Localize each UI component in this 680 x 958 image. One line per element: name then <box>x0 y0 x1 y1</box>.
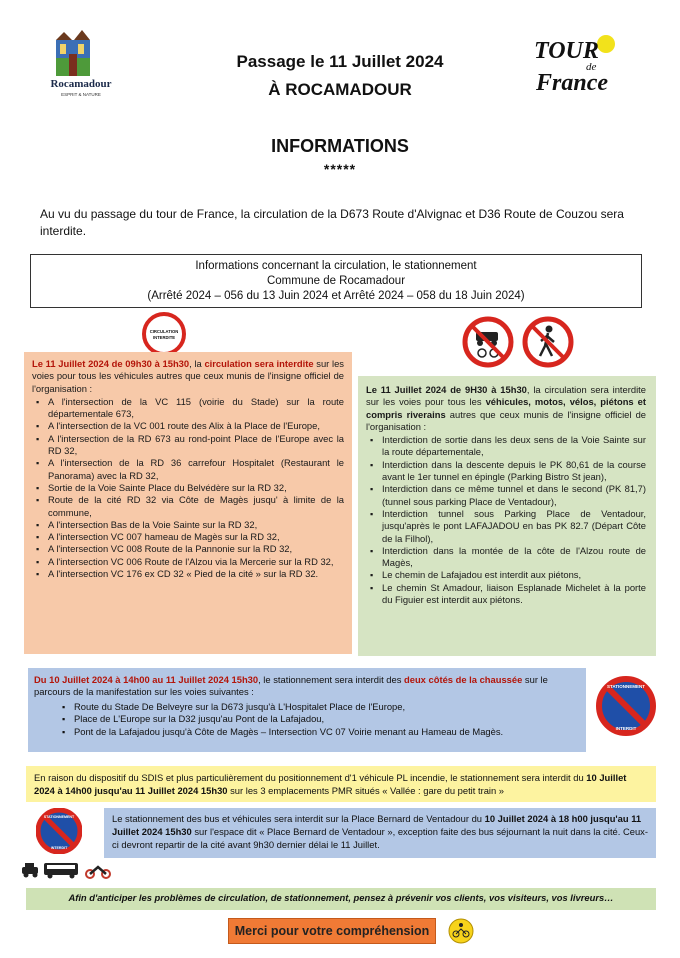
svg-text:INTERDITE: INTERDITE <box>152 335 176 340</box>
tour-de-france-icon <box>528 30 624 100</box>
list-item: ▪ A l'intersection de la RD 673 au rond-point Place de l'Europe avec la RD 32, <box>48 433 344 458</box>
list-item: ▪ Le chemin de Lafajadou est interdit aux piétons, <box>382 569 646 581</box>
blue-panel-list <box>34 701 580 738</box>
tdf-tour-text: TOUR <box>534 38 599 64</box>
rocamadour-tagline: ESPRIT & NATURE <box>61 92 101 97</box>
bus-icon <box>44 863 78 879</box>
green-panel-lead <box>366 384 646 433</box>
green-panel-list <box>366 434 646 606</box>
list-item: ▪ Interdiction tunnel sous Parking Place de Ventadour, jusqu'après le pont LAFAJADOU en bas PK 82.7 (Départ Côte de la Filhol), <box>382 508 646 545</box>
notice-line2: Commune de Rocamadour <box>266 275 406 287</box>
vehicles-icons <box>20 860 116 880</box>
tour-de-france-logo <box>528 30 624 100</box>
list-item: ▪ A l'intersection de la RD 36 carrefour Hospitalet (Restaurant le Panorama) avec la RD 32, <box>48 457 344 482</box>
svg-text:INTERDIT: INTERDIT <box>50 846 68 850</box>
bus-text-strong: 10 Juillet 2024 à 18 h00 jusqu'au 11 Juillet 2024 15h30 <box>112 813 642 837</box>
green-lead-rest: autres que ceux munis de l'insigne officiel de l'organisation : <box>366 408 646 432</box>
list-item: ▪ Le chemin St Amadour, liaison Esplanade Michelet à la porte du Figuier est interdit aux piétons. <box>382 582 646 607</box>
motorbike-icon <box>86 867 110 878</box>
list-item: ▪ A l'intersection VC 006 Route de l'Alzou via la Mercerie sur la RD 32, <box>48 556 344 568</box>
green-lead-strong: véhicules, motos, vélos, piétons et compris riverains <box>366 396 647 420</box>
list-item: ▪ A l'intersection VC 176 ex CD 32 « Pied de la cité » sur la RD 32. <box>48 568 344 580</box>
green-lead-mid: , la circulation sera interdite sur les voies pour tous les <box>366 384 646 408</box>
svg-text:STATIONNEMENT: STATIONNEMENT <box>606 684 646 689</box>
list-item: ▪ Route du Stade De Belveyre sur la D673 jusqu'à L'Hospitalet Place de l'Europe, <box>74 701 580 713</box>
green-lead-date: Le 11 Juillet 2024 de 9H30 à 15h30 <box>366 384 527 395</box>
orange-lead-strong: circulation sera interdite <box>204 358 314 369</box>
blue-panel-lead <box>34 674 580 699</box>
list-item: ▪ Interdiction dans la montée de la côte de l'Alzou route de Magès, <box>382 545 646 570</box>
yellow-text-b: sur les 3 emplacements PMR situés « Vallée : gare du petit train » <box>227 785 505 796</box>
orange-panel-list <box>32 396 344 580</box>
regulation-notice-box <box>30 254 642 308</box>
tdf-de-text: de <box>586 61 597 73</box>
svg-text:STATIONNEMENT: STATIONNEMENT <box>43 815 75 819</box>
list-item: ▪ Sortie de la Voie Sainte Place du Belvédère sur la RD 32, <box>48 482 344 494</box>
orange-lead-date: Le 11 Juillet 2024 de 09h30 à 15h30 <box>32 358 190 369</box>
rocamadour-logo <box>36 30 126 120</box>
page-title-line2: À ROCAMADOUR <box>268 80 412 99</box>
list-item: ▪ A l'intersection Bas de la Voie Sainte sur la RD 32, <box>48 519 344 531</box>
stars-separator: ***** <box>323 161 357 177</box>
list-item: ▪ Interdiction dans la descente depuis le PK 80,61 de la course avant le 1er tunnel en épingle (Parking Bistro St jean), <box>382 459 646 484</box>
yellow-text-strong: 10 Juillet 2024 à 14h00 jusqu'au 11 Juillet 2024 15h30 <box>34 772 627 796</box>
informations-heading: INFORMATIONS <box>271 136 409 156</box>
notice-line3: (Arrêté 2024 – 056 du 13 Juin 2024 et Arrêté 2024 – 058 du 18 Juin 2024) <box>147 290 525 302</box>
rocamadour-brand: Rocamadour <box>50 78 112 90</box>
blue-lead-mid: , le stationnement sera interdit des <box>258 674 405 685</box>
circulation-interdite-sign-icon <box>142 312 186 356</box>
rocamadour-tower-icon <box>48 30 98 78</box>
orange-lead-mid: , la <box>189 358 205 369</box>
smiley-cyclist-icon <box>448 918 474 944</box>
anticipate-notice: Afin d'anticiper les problèmes de circulation, de stationnement, pensez à prévenir vos clients, vos visiteurs, vos livreurs… <box>26 888 656 910</box>
list-item: ▪ Route de la cité RD 32 via Côte de Magès jusqu' à limite de la commune, <box>48 494 344 519</box>
circulation-panel-orange <box>24 352 352 654</box>
list-item: ▪ A l'intersection de la VC 115 (voirie du Stade) sur la route départementale 673, <box>48 396 344 421</box>
orange-panel-lead <box>32 358 344 395</box>
blue-lead-date: Du 10 Juillet 2024 à 14h00 au 11 Juillet 2024 15h30 <box>34 674 259 685</box>
blue-lead-strong: deux côtés de la chaussée <box>404 674 523 685</box>
orange-lead-rest: sur les voies pour tous les véhicules autres que ceux munis de l'insigne officiel de l'organisation : <box>32 358 344 394</box>
notice-line1: Informations concernant la circulation, le stationnement <box>195 260 477 272</box>
list-item: ▪ Interdiction de sortie dans les deux sens de la Voie Sainte sur la route départementale, <box>382 434 646 459</box>
sdis-panel-yellow <box>26 766 656 802</box>
svg-text:CIRCULATION: CIRCULATION <box>149 329 179 334</box>
no-parking-sign-icon <box>596 676 656 736</box>
bus-parking-panel <box>104 808 656 858</box>
intro-paragraph: Au vu du passage du tour de France, la circulation de la D673 Route d'Alvignac et D36 Route de Couzou sera interdite. <box>40 207 624 238</box>
list-item: ▪ A l'intersection de la VC 001 route des Alix à la Place de l'Europe, <box>48 420 344 432</box>
no-vehicles-sign-icon <box>462 316 514 368</box>
yellow-text-a: En raison du dispositif du SDIS et plus particulièrement du positionnement d'1 véhicule PL incendie, le stationnement sera interdit du <box>34 772 587 783</box>
bus-text-b: sur l'espace dit « Place Bernard de Ventadour », exception faite des bus séjournant la nuit dans la cité. Ceux-ci devront repartir de la cité avant 9h30 dernier délai le 11 Juillet. <box>112 826 648 850</box>
blue-lead-rest: sur le parcours de la manifestation sur les voies suivantes : <box>34 674 548 698</box>
list-item: ▪ Place de L'Europe sur la D32 jusqu'au Pont de la Lafajadou, <box>74 713 580 725</box>
list-item: ▪ A l'intersection VC 008 Route de la Pannonie sur la RD 32, <box>48 543 344 555</box>
tdf-france-text: France <box>536 70 608 96</box>
list-item: ▪ A l'intersection VC 007 hameau de Magès sur la RD 32, <box>48 531 344 543</box>
no-pedestrians-sign-icon <box>522 316 574 368</box>
svg-text:INTERDIT: INTERDIT <box>615 726 637 731</box>
circulation-panel-green <box>358 376 656 656</box>
bus-text-a: Le stationnement des bus et véhicules sera interdit sur la Place Bernard de Ventadour du <box>112 813 485 824</box>
list-item: ▪ Pont de la Lafajadou jusqu'à Côte de Magès – Intersection VC 07 Voirie menant au Hameau de Magès. <box>74 726 580 738</box>
list-item: ▪ Interdiction dans ce même tunnel et dans le second (PK 81,7) (tunnel sous parking Place de Ventadour), <box>382 483 646 508</box>
parking-panel-blue <box>28 668 586 752</box>
merci-banner: Merci pour votre compréhension <box>228 918 436 944</box>
no-parking-sign-icon-2 <box>36 808 82 854</box>
page-title-line1: Passage le 11 Juillet 2024 <box>236 52 444 71</box>
car-icon <box>22 863 38 878</box>
